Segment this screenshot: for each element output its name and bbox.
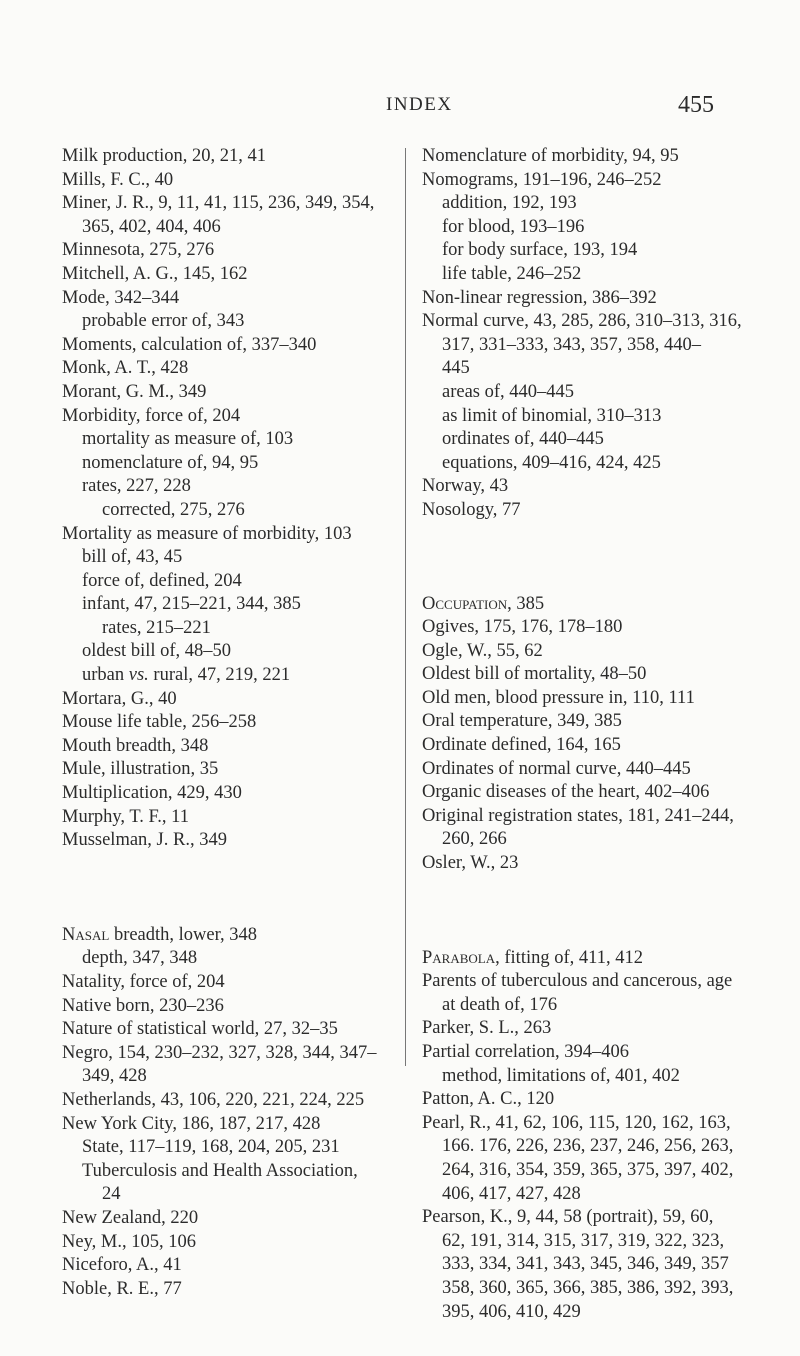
index-entry: Parents of tuberculous and cancerous, age: [422, 971, 733, 992]
index-letter-block: [62, 145, 402, 853]
index-entry: Negro, 154, 230–232, 327, 328, 344, 347–: [62, 1042, 377, 1063]
index-entry: New York City, 186, 187, 217, 428: [62, 1113, 321, 1134]
index-subentry: infant, 47, 215–221, 344, 385: [82, 594, 301, 615]
index-subentry: oldest bill of, 48–50: [82, 641, 232, 662]
index-letter-block: [422, 145, 762, 523]
index-entry: Osler, W., 23: [422, 853, 519, 874]
index-entry: Original registration states, 181, 241–244,: [422, 805, 734, 826]
index-subentry: at death of, 176: [442, 994, 558, 1015]
index-subentry: ordinates of, 440–445: [442, 429, 604, 450]
index-entry: Mouth breadth, 348: [62, 735, 209, 756]
index-subentry: bill of, 43, 45: [82, 547, 183, 568]
index-subentry: addition, 192, 193: [442, 193, 577, 214]
index-subentry: equations, 409–416, 424, 425: [442, 452, 661, 473]
index-entry: New Zealand, 220: [62, 1207, 199, 1228]
index-subentry: probable error of, 343: [82, 311, 245, 332]
page-number: 455: [678, 92, 714, 118]
index-entry: Parker, S. L., 263: [422, 1018, 552, 1039]
index-entry: Occupation, 385: [422, 593, 545, 614]
index-entry: Monk, A. T., 428: [62, 358, 189, 379]
index-entry: Old men, blood pressure in, 110, 111: [422, 687, 695, 708]
index-entry: Milk production, 20, 21, 41: [62, 146, 267, 166]
index-entry: Mode, 342–344: [62, 287, 180, 308]
index-subentry: Tuberculosis and Health Association,: [82, 1160, 358, 1181]
index-subentry: rates, 227, 228: [82, 476, 191, 497]
index-entry: Miner, J. R., 9, 11, 41, 115, 236, 349, 354,: [62, 193, 375, 214]
index-subentry: life table, 246–252: [442, 263, 582, 284]
index-entry: Ordinate defined, 164, 165: [422, 735, 621, 756]
index-letter-block: [422, 593, 762, 876]
index-subentry: rates, 215–221: [102, 617, 211, 638]
index-entry: Oral temperature, 349, 385: [422, 711, 622, 732]
index-letter-block: [422, 947, 762, 1325]
index-subentry: 333, 334, 341, 343, 345, 346, 349, 357: [442, 1254, 729, 1275]
index-subentry: depth, 347, 348: [82, 948, 198, 969]
index-entry: Mouse life table, 256–258: [62, 712, 257, 733]
index-entry: Morant, G. M., 349: [62, 381, 207, 402]
index-entry: Niceforo, A., 41: [62, 1255, 182, 1276]
index-subentry: 445: [442, 358, 470, 379]
index-entry: Patton, A. C., 120: [422, 1089, 555, 1110]
index-subentry: 62, 191, 314, 315, 317, 319, 322, 323,: [442, 1230, 725, 1251]
index-subentry: method, limitations of, 401, 402: [442, 1065, 680, 1086]
index-entry: Noble, R. E., 77: [62, 1278, 182, 1299]
index-subentry: 365, 402, 404, 406: [82, 216, 221, 237]
index-entry: Norway, 43: [422, 476, 509, 497]
index-entry: Multiplication, 429, 430: [62, 783, 242, 804]
index-subentry: 406, 417, 427, 428: [442, 1183, 581, 1204]
index-subentry: 264, 316, 354, 359, 365, 375, 397, 402,: [442, 1159, 734, 1180]
index-entry: Mortality as measure of morbidity, 103: [62, 523, 352, 544]
index-entry: Mule, illustration, 35: [62, 759, 219, 780]
index-entry: Morbidity, force of, 204: [62, 405, 241, 426]
index-subentry: 349, 428: [82, 1066, 147, 1087]
index-entry: Musselman, J. R., 349: [62, 830, 227, 851]
index-subentry: 166. 176, 226, 236, 237, 246, 256, 263,: [442, 1136, 734, 1157]
index-entry: Normal curve, 43, 285, 286, 310–313, 316,: [422, 311, 742, 332]
index-entry: Minnesota, 275, 276: [62, 240, 215, 261]
index-entry: Murphy, T. F., 11: [62, 806, 189, 827]
index-subentry: force of, defined, 204: [82, 570, 242, 591]
index-entry: Nosology, 77: [422, 499, 521, 520]
index-entry: Netherlands, 43, 106, 220, 221, 224, 225: [62, 1089, 365, 1110]
page-title: INDEX: [386, 94, 453, 115]
index-entry: Ogle, W., 55, 62: [422, 640, 543, 661]
index-entry: Oldest bill of mortality, 48–50: [422, 664, 647, 685]
index-column-right: [422, 145, 762, 1324]
index-entry: Ordinates of normal curve, 440–445: [422, 758, 691, 779]
index-subentry: mortality as measure of, 103: [82, 429, 294, 450]
index-entry: Mitchell, A. G., 145, 162: [62, 263, 248, 284]
index-entry: Parabola, fitting of, 411, 412: [422, 947, 643, 968]
index-entry: Mortara, G., 40: [62, 688, 177, 709]
index-entry: Ogives, 175, 176, 178–180: [422, 617, 623, 638]
index-subentry: 260, 266: [442, 829, 507, 850]
index-subentry: for body surface, 193, 194: [442, 240, 638, 261]
index-entry: Organic diseases of the heart, 402–406: [422, 782, 710, 803]
index-subentry: State, 117–119, 168, 204, 205, 231: [82, 1137, 340, 1158]
index-subentry: nomenclature of, 94, 95: [82, 452, 259, 473]
index-subentry: for blood, 193–196: [442, 216, 585, 237]
index-entry: Pearson, K., 9, 44, 58 (portrait), 59, 60,: [422, 1207, 714, 1228]
index-column-left: [62, 145, 402, 1301]
index-subentry: 358, 360, 365, 366, 385, 386, 392, 393,: [442, 1277, 734, 1298]
index-entry: Nomograms, 191–196, 246–252: [422, 169, 662, 190]
index-subentry: areas of, 440–445: [442, 381, 575, 402]
index-entry: Nomenclature of morbidity, 94, 95: [422, 146, 679, 166]
index-subentry: as limit of binomial, 310–313: [442, 405, 662, 426]
index-subentry: urban vs. rural, 47, 219, 221: [82, 665, 291, 686]
page-header: [0, 92, 800, 132]
index-subentry: 395, 406, 410, 429: [442, 1301, 581, 1322]
index-entry: Pearl, R., 41, 62, 106, 115, 120, 162, 163,: [422, 1112, 731, 1133]
index-subentry: 24: [102, 1184, 121, 1205]
index-entry: Natality, force of, 204: [62, 972, 225, 992]
index-entry: Nature of statistical world, 27, 32–35: [62, 1019, 338, 1040]
index-entry: Native born, 230–236: [62, 995, 224, 1016]
index-subentry: 317, 331–333, 343, 357, 358, 440–: [442, 334, 701, 355]
index-entry: Moments, calculation of, 337–340: [62, 334, 317, 355]
index-entry: Ney, M., 105, 106: [62, 1231, 196, 1252]
index-entry: Nasal breadth, lower, 348: [62, 924, 258, 945]
column-divider: [405, 148, 406, 1066]
index-entry: Non-linear regression, 386–392: [422, 287, 657, 308]
index-entry: Mills, F. C., 40: [62, 169, 174, 190]
index-letter-block: [62, 924, 402, 1302]
index-entry: Partial correlation, 394–406: [422, 1042, 630, 1062]
index-subentry: corrected, 275, 276: [102, 499, 245, 520]
